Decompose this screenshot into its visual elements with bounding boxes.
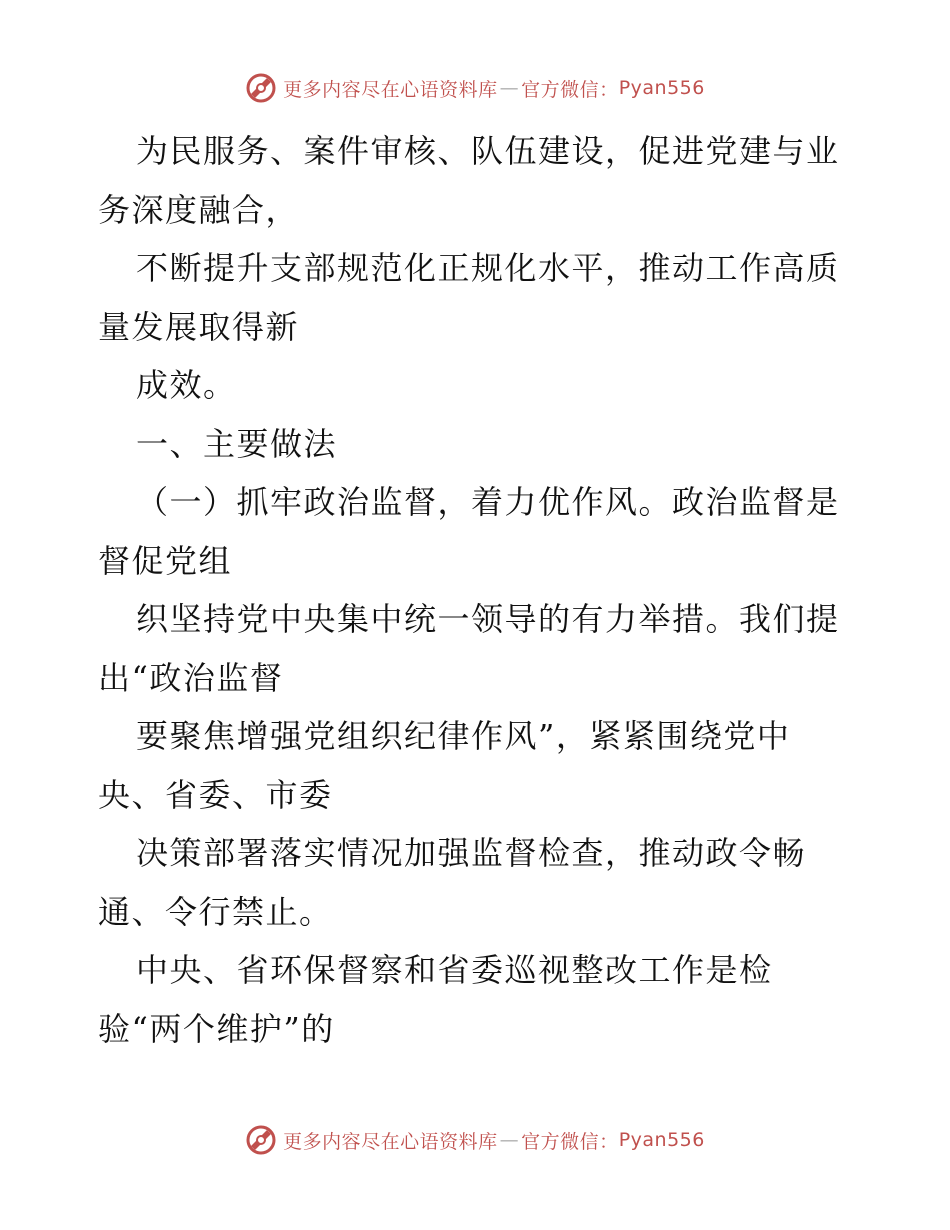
- text-line: 决策部署落实情况加强监督检查，推动政令畅: [136, 834, 807, 872]
- watermark-contact-id: Pyan556: [618, 77, 705, 99]
- watermark-contact-label: 官方微信：: [521, 1130, 619, 1153]
- text-line: 验“两个维护”的: [98, 1009, 335, 1048]
- watermark-separator: —: [499, 1129, 520, 1151]
- text-line: 成效。: [136, 366, 237, 404]
- text-line: 为民服务、案件审核、队伍建设，促进党建与业: [136, 132, 840, 170]
- text-line: 通、令行禁止。: [98, 892, 333, 931]
- text-line: 央、省委、市委: [98, 775, 333, 814]
- text-line: 量发展取得新: [98, 307, 300, 346]
- watermark-contact-id: Pyan556: [618, 1129, 705, 1151]
- seal-logo-icon: [245, 1124, 277, 1156]
- watermark-contact-label: 官方微信：: [521, 78, 619, 101]
- text-line: 一、主要做法: [136, 424, 338, 463]
- text-line: 督促党组: [98, 541, 233, 580]
- header-watermark: [0, 72, 950, 104]
- document-body: [98, 122, 858, 1058]
- watermark-separator: —: [499, 77, 520, 99]
- text-line: （一）抓牢政治监督，着力优作风。政治监督是: [136, 483, 840, 521]
- watermark-site: 更多内容尽在心语资料库: [283, 78, 498, 101]
- text-line: 出“政治监督: [98, 658, 284, 697]
- text-line: 不断提升支部规范化正规化水平，推动工作高质: [136, 249, 840, 287]
- watermark-site: 更多内容尽在心语资料库: [283, 1130, 498, 1153]
- text-line: 织坚持党中央集中统一领导的有力举措。我们提: [136, 600, 840, 638]
- text-line: 中央、省环保督察和省委巡视整改工作是检: [136, 951, 773, 989]
- seal-logo-icon: [245, 72, 277, 104]
- text-line: 要聚焦增强党组织纪律作风”，紧紧围绕党中: [136, 717, 791, 755]
- text-line: 务深度融合，: [98, 190, 300, 229]
- footer-watermark: [0, 1124, 950, 1156]
